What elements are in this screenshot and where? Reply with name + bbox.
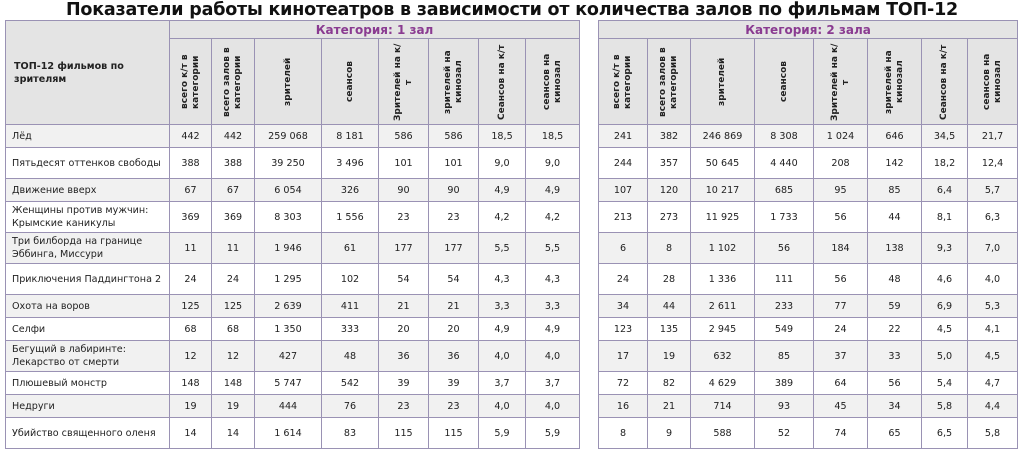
table-cell: 56	[755, 233, 814, 264]
table-cell: 68	[170, 318, 212, 341]
table-cell: 36	[429, 341, 479, 372]
table-cell: 90	[429, 179, 479, 202]
table-cell: 177	[379, 233, 429, 264]
column-header	[814, 39, 868, 125]
table-cell: 123	[599, 318, 648, 341]
table-cell: 93	[755, 395, 814, 418]
table-row	[599, 341, 1018, 372]
column-header	[968, 39, 1018, 125]
column-header-label: всего залов в категории	[658, 46, 679, 117]
table-cell: 36	[379, 341, 429, 372]
table-cell: 1 336	[691, 264, 755, 295]
table-cell: 4 440	[755, 148, 814, 179]
table-row	[6, 318, 580, 341]
film-name: Недруги	[6, 395, 170, 418]
table-cell: 50 645	[691, 148, 755, 179]
table-cell: 4,2	[479, 202, 526, 233]
column-headers	[599, 39, 1018, 125]
table-cell: 1 556	[322, 202, 379, 233]
table-cell: 4,0	[968, 264, 1018, 295]
table-cell: 14	[170, 418, 212, 449]
table-row	[599, 179, 1018, 202]
table-cell: 369	[212, 202, 255, 233]
table-cell: 273	[648, 202, 691, 233]
table-cell: 115	[429, 418, 479, 449]
table-cell: 5,9	[479, 418, 526, 449]
table-cell: 24	[170, 264, 212, 295]
films-column-header: ТОП-12 фильмов по зрителям	[6, 21, 170, 125]
table-cell: 6,5	[922, 418, 968, 449]
table-cell: 148	[170, 372, 212, 395]
table-cell: 588	[691, 418, 755, 449]
table-row	[599, 395, 1018, 418]
table-cell: 101	[429, 148, 479, 179]
column-header-label: Зрителей на к/т	[392, 42, 414, 121]
table-cell: 74	[814, 418, 868, 449]
table-cell: 8 303	[255, 202, 322, 233]
column-header-label: зрителей	[282, 57, 293, 106]
table-cell: 2 945	[691, 318, 755, 341]
table-cell: 5,0	[922, 341, 968, 372]
table-row	[6, 341, 580, 372]
column-header-label: Сеансов на к/т	[939, 43, 949, 120]
table-cell: 23	[379, 202, 429, 233]
film-name: Женщины против мужчин: Крымские каникулы	[6, 202, 170, 233]
table-row	[6, 418, 580, 449]
table-cell: 241	[599, 125, 648, 148]
table-cell: 12	[212, 341, 255, 372]
table-cell: 44	[648, 295, 691, 318]
table-cell: 23	[379, 395, 429, 418]
table-cell: 18,5	[526, 125, 580, 148]
table-cell: 21,7	[968, 125, 1018, 148]
table-cell: 56	[814, 264, 868, 295]
table-cell: 1 102	[691, 233, 755, 264]
table-cell: 48	[322, 341, 379, 372]
film-name: Селфи	[6, 318, 170, 341]
table-cell: 4,5	[922, 318, 968, 341]
column-header-label: зрителей на кинозал	[442, 49, 464, 114]
table-cell: 5,9	[526, 418, 580, 449]
table-cell: 4,9	[479, 318, 526, 341]
table-cell: 72	[599, 372, 648, 395]
column-header-label: Сеансов на к/т	[496, 43, 507, 120]
table-cell: 5 747	[255, 372, 322, 395]
table-cell: 37	[814, 341, 868, 372]
table-cell: 542	[322, 372, 379, 395]
table-cell: 8 308	[755, 125, 814, 148]
table-cell: 17	[599, 341, 648, 372]
table-row	[6, 125, 580, 148]
table-category-1-hall	[5, 20, 580, 449]
table-cell: 10 217	[691, 179, 755, 202]
table-cell: 2 611	[691, 295, 755, 318]
table-row	[6, 179, 580, 202]
table-cell: 33	[868, 341, 922, 372]
table-cell: 2 639	[255, 295, 322, 318]
table-cell: 14	[212, 418, 255, 449]
table-cell: 107	[599, 179, 648, 202]
table-cell: 586	[429, 125, 479, 148]
table-cell: 3,3	[526, 295, 580, 318]
table-cell: 19	[212, 395, 255, 418]
table-cell: 333	[322, 318, 379, 341]
table-cell: 389	[755, 372, 814, 395]
column-header	[379, 39, 429, 125]
table-cell: 12	[170, 341, 212, 372]
table-cell: 28	[648, 264, 691, 295]
table-cell: 85	[755, 341, 814, 372]
table-cell: 52	[755, 418, 814, 449]
table-cell: 382	[648, 125, 691, 148]
table-cell: 9	[648, 418, 691, 449]
table-cell: 4,4	[968, 395, 1018, 418]
column-header	[479, 39, 526, 125]
table-cell: 11 925	[691, 202, 755, 233]
column-header-label: всего к/т в категории	[612, 54, 633, 109]
table-cell: 4,0	[479, 395, 526, 418]
page-title: Показатели работы кинотеатров в зависимости от количества залов по фильмам ТОП-12	[65, 0, 959, 20]
table-cell: 3,7	[479, 372, 526, 395]
film-name: Плюшевый монстр	[6, 372, 170, 395]
column-header	[599, 39, 648, 125]
table-cell: 7,0	[968, 233, 1018, 264]
table-body	[6, 125, 580, 449]
table-cell: 56	[814, 202, 868, 233]
table-cell: 5,5	[479, 233, 526, 264]
table-cell: 23	[429, 202, 479, 233]
table-cell: 1 733	[755, 202, 814, 233]
table-cell: 1 024	[814, 125, 868, 148]
column-header-label: сеансов на кинозал	[541, 53, 563, 110]
table-cell: 85	[868, 179, 922, 202]
table-cell: 138	[868, 233, 922, 264]
table-cell: 90	[379, 179, 429, 202]
table-cell: 714	[691, 395, 755, 418]
film-name: Бегущий в лабиринте: Лекарство от смерти	[6, 341, 170, 372]
table-cell: 3,7	[526, 372, 580, 395]
table-row	[6, 395, 580, 418]
column-header	[691, 39, 755, 125]
table-cell: 120	[648, 179, 691, 202]
table-row	[599, 318, 1018, 341]
table-body	[599, 125, 1018, 449]
table-cell: 246 869	[691, 125, 755, 148]
table-cell: 444	[255, 395, 322, 418]
table-cell: 5,8	[968, 418, 1018, 449]
table-cell: 20	[429, 318, 479, 341]
column-header-label: зрителей на кинозал	[883, 49, 905, 114]
table-cell: 19	[170, 395, 212, 418]
column-header	[922, 39, 968, 125]
column-header	[526, 39, 580, 125]
table-cell: 101	[379, 148, 429, 179]
table-cell: 3 496	[322, 148, 379, 179]
table-cell: 4,9	[526, 179, 580, 202]
table-row	[599, 295, 1018, 318]
table-cell: 21	[648, 395, 691, 418]
table-cell: 48	[868, 264, 922, 295]
table-cell: 388	[170, 148, 212, 179]
film-name: Пятьдесят оттенков свободы	[6, 148, 170, 179]
table-cell: 9,0	[479, 148, 526, 179]
film-name: Охота на воров	[6, 295, 170, 318]
table-cell: 4,6	[922, 264, 968, 295]
table-cell: 3,3	[479, 295, 526, 318]
table-cell: 16	[599, 395, 648, 418]
table-row	[599, 372, 1018, 395]
table-cell: 22	[868, 318, 922, 341]
table-cell: 1 614	[255, 418, 322, 449]
table-cell: 4,2	[526, 202, 580, 233]
column-header	[755, 39, 814, 125]
table-cell: 208	[814, 148, 868, 179]
table-cell: 4,9	[526, 318, 580, 341]
table-cell: 4,5	[968, 341, 1018, 372]
table-cell: 1 946	[255, 233, 322, 264]
table-row	[6, 264, 580, 295]
column-header	[868, 39, 922, 125]
column-header-label: всего к/т в категории	[179, 54, 201, 109]
table-cell: 45	[814, 395, 868, 418]
table-cell: 65	[868, 418, 922, 449]
table-row	[6, 372, 580, 395]
column-header	[648, 39, 691, 125]
table-cell: 646	[868, 125, 922, 148]
table-cell: 213	[599, 202, 648, 233]
table-cell: 8	[648, 233, 691, 264]
category-header: Категория: 1 зал	[170, 21, 580, 39]
table-cell: 23	[429, 395, 479, 418]
table-cell: 24	[599, 264, 648, 295]
table-cell: 369	[170, 202, 212, 233]
column-header	[212, 39, 255, 125]
table-cell: 76	[322, 395, 379, 418]
table-cell: 586	[379, 125, 429, 148]
table-cell: 357	[648, 148, 691, 179]
table-cell: 244	[599, 148, 648, 179]
table-cell: 411	[322, 295, 379, 318]
table-cell: 8	[599, 418, 648, 449]
table-cell: 4,0	[526, 341, 580, 372]
table-cell: 59	[868, 295, 922, 318]
table-cell: 12,4	[968, 148, 1018, 179]
table-cell: 427	[255, 341, 322, 372]
table-cell: 61	[322, 233, 379, 264]
table-cell: 685	[755, 179, 814, 202]
film-name: Движение вверх	[6, 179, 170, 202]
table-row	[599, 202, 1018, 233]
table-cell: 8 181	[322, 125, 379, 148]
table-cell: 39	[429, 372, 479, 395]
table-cell: 34,5	[922, 125, 968, 148]
table-cell: 8,1	[922, 202, 968, 233]
film-name: Приключения Паддингтона 2	[6, 264, 170, 295]
table-cell: 64	[814, 372, 868, 395]
table-cell: 388	[212, 148, 255, 179]
column-header-label: сеансов	[344, 61, 355, 102]
table-row	[6, 148, 580, 179]
column-header	[255, 39, 322, 125]
table-cell: 21	[379, 295, 429, 318]
table-cell: 142	[868, 148, 922, 179]
table-cell: 1 295	[255, 264, 322, 295]
table-row	[599, 148, 1018, 179]
table-row	[6, 233, 580, 264]
table-cell: 24	[814, 318, 868, 341]
table-cell: 54	[379, 264, 429, 295]
table-cell: 95	[814, 179, 868, 202]
column-header-label: Зрителей на к/т	[829, 42, 851, 121]
table-cell: 125	[170, 295, 212, 318]
table-cell: 9,0	[526, 148, 580, 179]
table-cell: 442	[170, 125, 212, 148]
table-cell: 4,3	[526, 264, 580, 295]
table-cell: 77	[814, 295, 868, 318]
table-cell: 5,8	[922, 395, 968, 418]
table-row	[599, 418, 1018, 449]
table-cell: 115	[379, 418, 429, 449]
table-cell: 39	[379, 372, 429, 395]
table-cell: 259 068	[255, 125, 322, 148]
category-header: Категория: 2 зала	[599, 21, 1018, 39]
table-cell: 4,9	[479, 179, 526, 202]
table-row	[6, 202, 580, 233]
table-cell: 44	[868, 202, 922, 233]
table-cell: 5,3	[968, 295, 1018, 318]
film-name: Три билборда на границе Эббинга, Миссури	[6, 233, 170, 264]
table-cell: 5,4	[922, 372, 968, 395]
table-cell: 125	[212, 295, 255, 318]
table-cell: 5,7	[968, 179, 1018, 202]
column-header	[322, 39, 379, 125]
table-row	[599, 264, 1018, 295]
table-cell: 82	[648, 372, 691, 395]
table-cell: 5,5	[526, 233, 580, 264]
table-cell: 83	[322, 418, 379, 449]
table-cell: 442	[212, 125, 255, 148]
table-cell: 326	[322, 179, 379, 202]
column-header	[170, 39, 212, 125]
table-cell: 67	[170, 179, 212, 202]
table-cell: 632	[691, 341, 755, 372]
table-cell: 67	[212, 179, 255, 202]
table-cell: 177	[429, 233, 479, 264]
table-cell: 6,4	[922, 179, 968, 202]
film-name: Лёд	[6, 125, 170, 148]
table-cell: 102	[322, 264, 379, 295]
table-cell: 6,9	[922, 295, 968, 318]
table-cell: 4,0	[526, 395, 580, 418]
table-cell: 11	[212, 233, 255, 264]
table-cell: 233	[755, 295, 814, 318]
table-cell: 4 629	[691, 372, 755, 395]
table-cell: 9,3	[922, 233, 968, 264]
table-cell: 39 250	[255, 148, 322, 179]
film-name: Убийство священного оленя	[6, 418, 170, 449]
table-cell: 19	[648, 341, 691, 372]
table-cell: 111	[755, 264, 814, 295]
table-cell: 4,1	[968, 318, 1018, 341]
table-cell: 54	[429, 264, 479, 295]
table-row	[6, 295, 580, 318]
column-header-label: сеансов	[778, 61, 789, 102]
table-cell: 20	[379, 318, 429, 341]
table-cell: 135	[648, 318, 691, 341]
table-cell: 24	[212, 264, 255, 295]
table-cell: 1 350	[255, 318, 322, 341]
table-cell: 34	[599, 295, 648, 318]
table-row	[599, 125, 1018, 148]
column-header-label: сеансов на кинозал	[981, 53, 1003, 110]
table-cell: 148	[212, 372, 255, 395]
column-header	[429, 39, 479, 125]
column-header-label: всего залов в категории	[222, 46, 243, 117]
table-cell: 68	[212, 318, 255, 341]
table-cell: 6,3	[968, 202, 1018, 233]
table-category-2-halls	[598, 20, 1018, 449]
table-cell: 4,3	[479, 264, 526, 295]
table-cell: 549	[755, 318, 814, 341]
table-cell: 18,2	[922, 148, 968, 179]
table-cell: 11	[170, 233, 212, 264]
table-cell: 4,7	[968, 372, 1018, 395]
table-cell: 34	[868, 395, 922, 418]
table-cell: 6	[599, 233, 648, 264]
table-cell: 6 054	[255, 179, 322, 202]
table-cell: 18,5	[479, 125, 526, 148]
table-row	[599, 233, 1018, 264]
table-cell: 4,0	[479, 341, 526, 372]
column-header-label: зрителей	[717, 57, 727, 106]
table-cell: 56	[868, 372, 922, 395]
table-cell: 21	[429, 295, 479, 318]
table-cell: 184	[814, 233, 868, 264]
